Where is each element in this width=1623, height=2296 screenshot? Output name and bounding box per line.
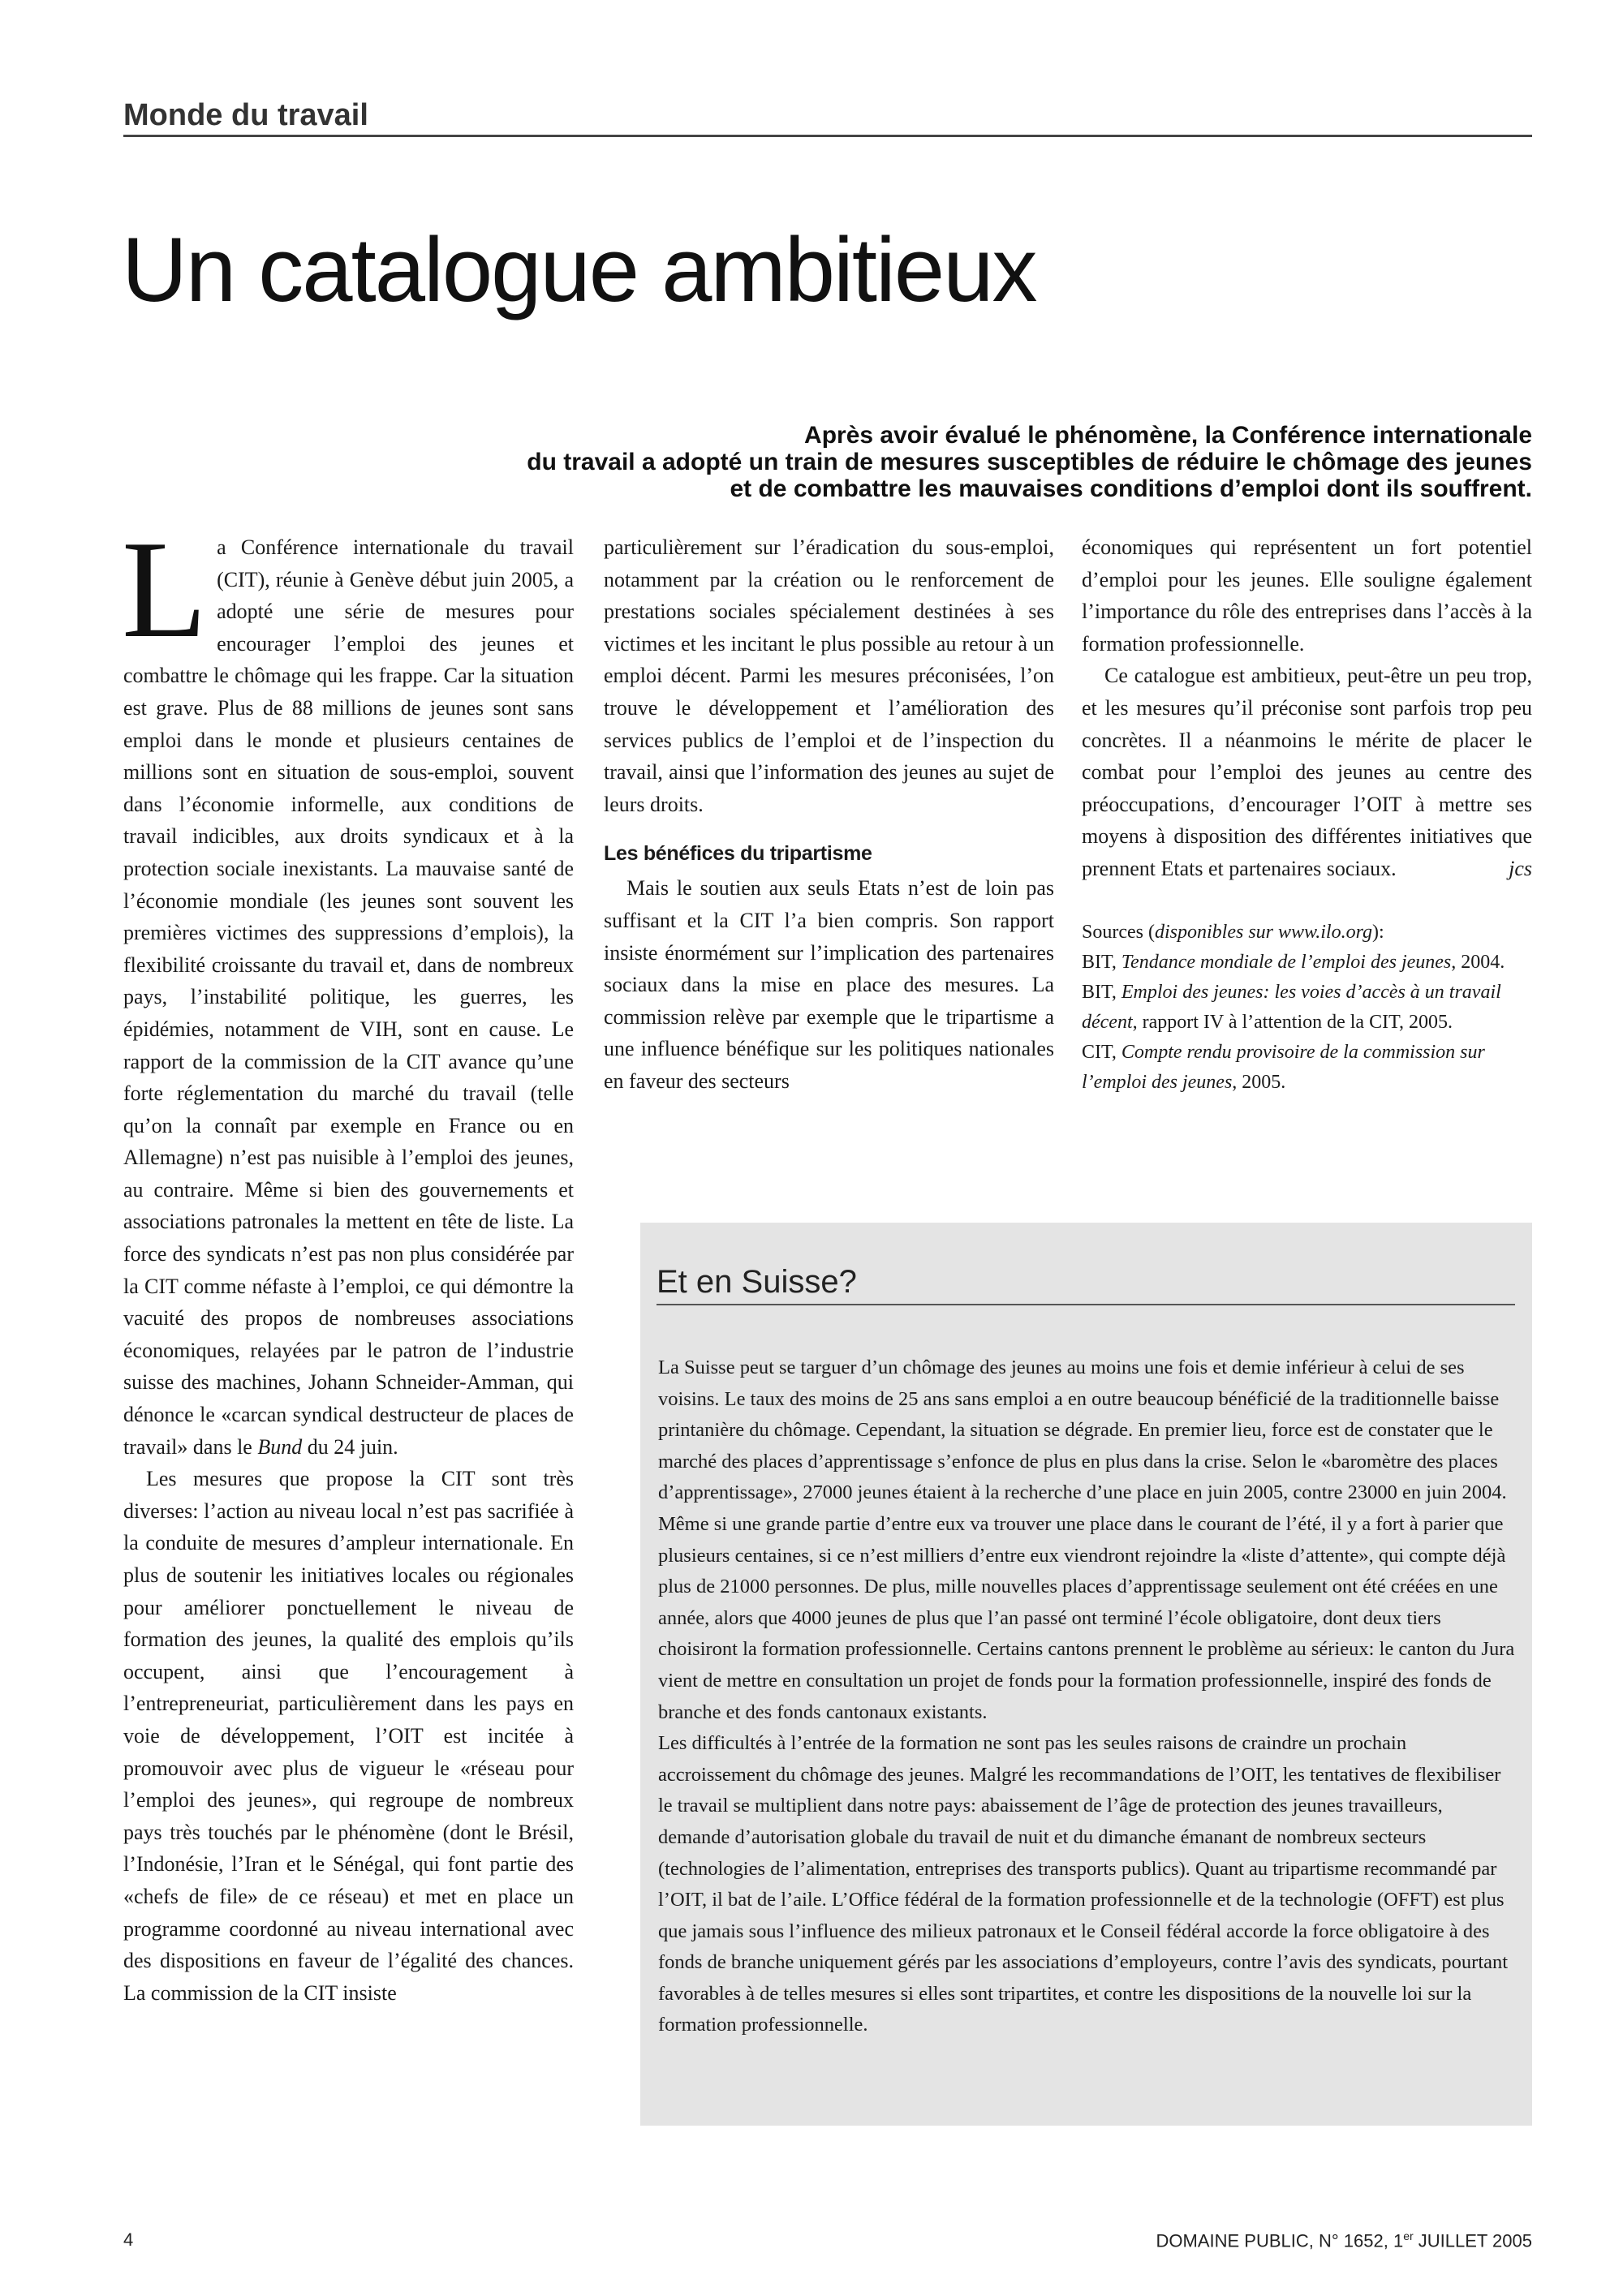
author-signature: jcs bbox=[1509, 856, 1532, 880]
source-details: , rapport IV à l’attention de la CIT, 2005. bbox=[1132, 1011, 1453, 1033]
publication-date: JUILLET 2005 bbox=[1413, 2230, 1532, 2251]
sidebar-paragraph: La Suisse peut se targuer d’un chômage des jeunes au moins une fois et demie inférieur à celui de ses voisins. Le taux des moins de 25 ans sans emploi a en outre beaucoup bénéficié de la traditionnelle baisse printanière du chômage. Cependant, la situation se dégrade. En premier lieu, force est de constater que le marché des places d’apprentissage s’enfonce de plus en plus dans la crise. Selon le «baromètre des places d’apprentissage», 27000 jeunes étaient à la recherche d’une place en juin 2005, contre 23000 en juin 2004. Même si une grande partie d’entre eux va trouver une place dans le courant de l’été, il y a fort à parier que plusieurs centaines, si ce n’est milliers d’entre eux viendront rejoindre la «liste d’attente», qui compte déjà plus de 21000 personnes. De plus, mille nouvelles places d’apprentissage seulement ont été créées en une année, alors que 4000 jeunes de plus que l’an passé ont terminé l’école obligatoire, dont deux tiers choisiront la formation professionnelle. Certains cantons prennent le problème au sérieux: le canton du Jura vient de mettre en consultation un projet de fonds pour la formation professionnelle, inspiré des fonds de branche et des fonds cantonaux existants. bbox=[658, 1357, 1515, 1723]
section-label: Monde du travail bbox=[123, 97, 1532, 137]
article-column-3 bbox=[1082, 531, 1532, 1098]
source-title: Compte rendu provisoire de la commission sur l’emploi des jeunes bbox=[1082, 1041, 1485, 1093]
source-item bbox=[1082, 978, 1532, 1038]
publication-name: DOMAINE PUBLIC, N° 1652, 1 bbox=[1156, 2230, 1404, 2251]
subheading: Les bénéfices du tripartisme bbox=[604, 842, 872, 866]
article-column-2 bbox=[604, 531, 1054, 1098]
source-item bbox=[1082, 948, 1532, 978]
source-publisher: CIT, bbox=[1082, 1041, 1121, 1063]
lede-line: Après avoir évalué le phénomène, la Conférence internationale bbox=[804, 422, 1532, 449]
article-title: Un catalogue ambitieux bbox=[122, 219, 1036, 320]
article-lede bbox=[243, 422, 1532, 502]
paragraph-text: du 24 juin. bbox=[302, 1434, 398, 1459]
sources-heading bbox=[1082, 918, 1532, 948]
source-title: Emploi des jeunes: les voies d’accès à un travail décent bbox=[1082, 981, 1501, 1033]
sources-list bbox=[1082, 918, 1532, 1098]
sidebar-box bbox=[640, 1223, 1532, 2126]
sources-note: disponibles sur www.ilo.org bbox=[1154, 921, 1373, 943]
source-publisher: BIT, bbox=[1082, 981, 1121, 1003]
drop-cap: L bbox=[122, 513, 208, 667]
sources-label-end: ): bbox=[1372, 921, 1384, 943]
source-details: , 2005. bbox=[1232, 1071, 1286, 1093]
sidebar-body bbox=[658, 1352, 1515, 2041]
paragraph bbox=[122, 513, 574, 1463]
sidebar-title: Et en Suisse? bbox=[657, 1263, 1515, 1305]
source-title: Tendance mondiale de l’emploi des jeunes bbox=[1121, 951, 1452, 973]
paragraph: Les mesures que propose la CIT sont très diverses: l’action au niveau local n’est pas sacrifiée à la conduite de mesures d’ampleur internationale. En plus de soutenir les initiatives locales ou régionales pour améliorer ponctuellement le niveau de formation des jeunes, la qualité des emplois qu’ils occupent, ainsi que l’encouragement à l’entrepreneuriat, particulièrement dans les pays en voie de développement, l’OIT est incitée à promouvoir avec plus de vigueur le «réseau pour l’emploi des jeunes», qui regroupe de nombreux pays très touchés par le phénomène (dont le Brésil, l’Indonésie, l’Iran et le Sénégal, qui font partie des «chefs de file» de ce réseau) et met en place un programme coordonné au niveau international avec des dispositions en faveur de l’égalité des chances. La commission de la CIT insiste bbox=[123, 1467, 574, 2005]
lede-line: et de combattre les mauvaises conditions d’emploi dont ils souffrent. bbox=[730, 475, 1532, 502]
article-column-1 bbox=[122, 513, 574, 2009]
paragraph bbox=[1082, 660, 1532, 884]
source-publisher: BIT, bbox=[1082, 951, 1121, 973]
paragraph: Mais le soutien aux seuls Etats n’est de loin pas suffisant et la CIT l’a bien compris. Son rapport insiste énormément sur l’implication des partenaires sociaux dans la mise en place des mesures. La commission relève par exemple que le tripartisme a une influence bénéfique sur les politiques nationales en faveur des secteurs bbox=[604, 876, 1054, 1093]
source-details: , 2004. bbox=[1451, 951, 1505, 973]
publication-info bbox=[1156, 2229, 1533, 2251]
sources-label: Sources ( bbox=[1082, 921, 1155, 943]
paragraph: économiques qui représentent un fort potentiel d’emploi pour les jeunes. Elle souligne également l’importance du rôle des entreprises dans l’accès à la formation professionnelle. bbox=[1082, 535, 1532, 656]
paragraph-text: a Conférence internationale du travail (CIT), réunie à Genève début juin 2005, a adopté une série de mesures pour encourager l’emploi des jeunes et combattre le chômage qui les frappe. Car la situation est grave. Plus de 88 millions de jeunes sont sans emploi dans le monde et plusieurs centaines de millions sont en situation de sous-emploi, souvent dans l’économie informelle, aux conditions de travail indicibles, aux droits syndicaux et à la protection sociale inexistants. La mauvaise santé de l’économie mondiale (les jeunes sont souvent les premières victimes des suppressions d’emplois), la flexibilité croissante du travail et, dans de nombreux pays, l’instabilité politique, les guerres, les épidémies, notamment de VIH, sont en cause. Le rapport de la commission de la CIT avance qu’une forte réglementation du marché du travail (telle qu’on la connaît par exemple en France ou en Allemagne) n’est pas nuisible à l’emploi des jeunes, au contraire. Même si bien des gouvernements et associations patronales la mettent en tête de liste. La force des syndicats n’est pas non plus considérée par la CIT comme néfaste à l’emploi, ce qui démontre la vacuité des propos de nombreuses associations économiques, relayées par le patron de l’industrie suisse des machines, Johann Schneider-Amman, qui dénonce le «carcan syndical destructeur de places de travail» dans le bbox=[123, 535, 574, 1459]
newspaper-name: Bund bbox=[257, 1434, 303, 1459]
date-superscript: er bbox=[1403, 2229, 1414, 2242]
source-item bbox=[1082, 1038, 1532, 1098]
paragraph: particulièrement sur l’éradication du sous-emploi, notamment par la création ou le renforcement de prestations sociales spécialement destinées à ses victimes et les incitant le plus possible au retour à un emploi décent. Parmi les mesures préconisées, l’on trouve le développement et l’amélioration des services publics de l’emploi et de l’inspection du travail, ainsi que l’information des jeunes au sujet de leurs droits. bbox=[604, 535, 1054, 816]
page-number: 4 bbox=[123, 2229, 134, 2250]
lede-line: du travail a adopté un train de mesures susceptibles de réduire le chômage des jeunes bbox=[527, 449, 1532, 475]
paragraph-text: Ce catalogue est ambitieux, peut-être un peu trop, et les mesures qu’il préconise sont parfois trop peu concrètes. Il a néanmoins le mérite de placer le combat pour l’emploi des jeunes au centre des préoccupations, d’encourager l’OIT à mettre ses moyens à disposition des différentes initiatives que prennent Etats et partenaires sociaux. bbox=[1082, 664, 1532, 880]
sidebar-paragraph: Les difficultés à l’entrée de la formation ne sont pas les seules raisons de craindre un prochain accroissement du chômage des jeunes. Malgré les recommandations de l’OIT, les tentatives de flexibiliser le travail se multiplient dans notre pays: abaissement de l’âge de protection des jeunes travailleurs, demande d’autorisation globale du travail de nuit et du dimanche émanant de nombreux secteurs (technologies de l’alimentation, entreprises des transports publics). Quant au tripartisme recommandé par l’OIT, il bat de l’aile. L’Office fédéral de la formation professionnelle et de la technologie (OFFT) est plus que jamais sous l’influence des milieux patronaux et le Conseil fédéral accorde la force obligatoire à des fonds de branche uniquement gérés par les associations d’employeurs, contre l’avis des syndicats, pourtant favorables à de telles mesures si elles sont tripartites, et contre les dispositions de la nouvelle loi sur la formation professionnelle. bbox=[658, 1732, 1509, 2036]
